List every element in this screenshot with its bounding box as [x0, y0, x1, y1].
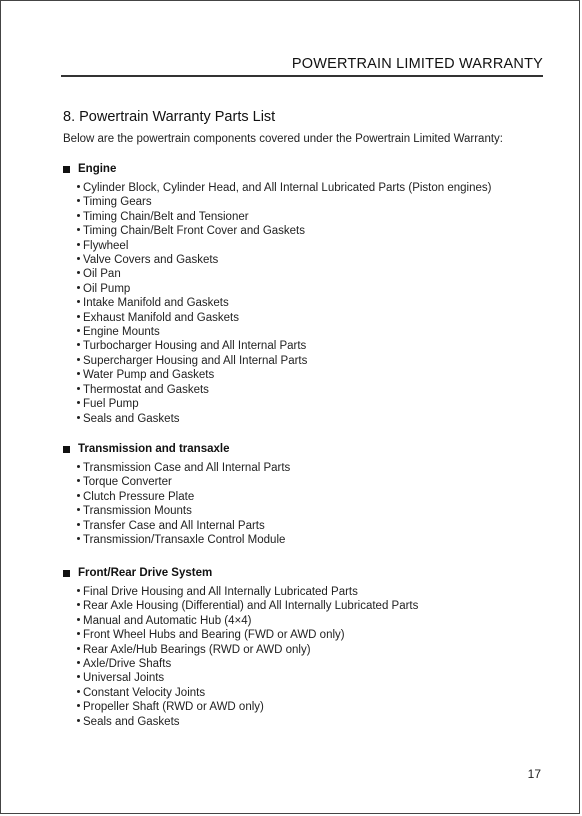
group-transmission — [63, 441, 290, 547]
square-bullet-icon — [63, 570, 70, 577]
bullet-icon — [77, 465, 80, 468]
bullet-icon — [77, 704, 80, 707]
bullet-icon — [77, 719, 80, 722]
section-intro: Below are the powertrain components covered under the Powertrain Limited Warranty: — [63, 133, 503, 145]
list-item: Water Pump and Gaskets — [77, 368, 491, 382]
item-list — [77, 585, 418, 729]
bullet-icon — [77, 329, 80, 332]
list-item: Intake Manifold and Gaskets — [77, 296, 491, 310]
list-item: Universal Joints — [77, 671, 418, 685]
square-bullet-icon — [63, 166, 70, 173]
bullet-icon — [77, 537, 80, 540]
bullet-icon — [77, 228, 80, 231]
list-item: Torque Converter — [77, 475, 290, 489]
list-item: Seals and Gaskets — [77, 412, 491, 426]
list-item: Final Drive Housing and All Internally Lubricated Parts — [77, 585, 418, 599]
group-heading-label: Engine — [78, 163, 117, 175]
bullet-icon — [77, 479, 80, 482]
list-item: Transmission Mounts — [77, 504, 290, 518]
list-item: Engine Mounts — [77, 325, 491, 339]
bullet-icon — [77, 271, 80, 274]
list-item: Flywheel — [77, 239, 491, 253]
bullet-icon — [77, 243, 80, 246]
bullet-icon — [77, 690, 80, 693]
list-item: Front Wheel Hubs and Bearing (FWD or AWD only) — [77, 628, 418, 642]
page-number: 17 — [527, 767, 541, 781]
bullet-icon — [77, 401, 80, 404]
list-item: Rear Axle/Hub Bearings (RWD or AWD only) — [77, 643, 418, 657]
list-item: Supercharger Housing and All Internal Parts — [77, 354, 491, 368]
header-rule — [61, 75, 543, 77]
bullet-icon — [77, 523, 80, 526]
bullet-icon — [77, 387, 80, 390]
list-item: Timing Chain/Belt Front Cover and Gaskets — [77, 224, 491, 238]
list-item: Exhaust Manifold and Gaskets — [77, 311, 491, 325]
bullet-icon — [77, 661, 80, 664]
bullet-icon — [77, 343, 80, 346]
list-item: Oil Pan — [77, 267, 491, 281]
bullet-icon — [77, 675, 80, 678]
list-item: Transmission/Transaxle Control Module — [77, 533, 290, 547]
group-heading — [63, 441, 290, 457]
item-list — [77, 461, 290, 547]
bullet-icon — [77, 632, 80, 635]
list-item: Seals and Gaskets — [77, 715, 418, 729]
list-item: Cylinder Block, Cylinder Head, and All Internal Lubricated Parts (Piston engines) — [77, 181, 491, 195]
list-item: Oil Pump — [77, 282, 491, 296]
list-item: Constant Velocity Joints — [77, 686, 418, 700]
group-drive-system — [63, 565, 418, 729]
bullet-icon — [77, 257, 80, 260]
list-item: Timing Gears — [77, 195, 491, 209]
bullet-icon — [77, 286, 80, 289]
bullet-icon — [77, 214, 80, 217]
bullet-icon — [77, 199, 80, 202]
group-heading — [63, 161, 491, 177]
bullet-icon — [77, 618, 80, 621]
bullet-icon — [77, 315, 80, 318]
group-heading-label: Front/Rear Drive System — [78, 567, 213, 579]
list-item: Valve Covers and Gaskets — [77, 253, 491, 267]
list-item: Timing Chain/Belt and Tensioner — [77, 210, 491, 224]
list-item: Rear Axle Housing (Differential) and All Internally Lubricated Parts — [77, 599, 418, 613]
item-list — [77, 181, 491, 426]
list-item: Propeller Shaft (RWD or AWD only) — [77, 700, 418, 714]
group-heading-label: Transmission and transaxle — [78, 443, 230, 455]
list-item: Turbocharger Housing and All Internal Parts — [77, 339, 491, 353]
group-engine — [63, 161, 491, 426]
bullet-icon — [77, 300, 80, 303]
group-heading — [63, 565, 418, 581]
list-item: Transfer Case and All Internal Parts — [77, 519, 290, 533]
bullet-icon — [77, 372, 80, 375]
list-item: Manual and Automatic Hub (4×4) — [77, 614, 418, 628]
list-item: Clutch Pressure Plate — [77, 490, 290, 504]
list-item: Transmission Case and All Internal Parts — [77, 461, 290, 475]
bullet-icon — [77, 508, 80, 511]
list-item: Axle/Drive Shafts — [77, 657, 418, 671]
bullet-icon — [77, 358, 80, 361]
list-item: Thermostat and Gaskets — [77, 383, 491, 397]
bullet-icon — [77, 589, 80, 592]
section-title: 8. Powertrain Warranty Parts List — [63, 109, 276, 125]
bullet-icon — [77, 416, 80, 419]
bullet-icon — [77, 185, 80, 188]
list-item: Fuel Pump — [77, 397, 491, 411]
header-title: POWERTRAIN LIMITED WARRANTY — [291, 56, 543, 72]
bullet-icon — [77, 647, 80, 650]
bullet-icon — [77, 494, 80, 497]
bullet-icon — [77, 603, 80, 606]
square-bullet-icon — [63, 446, 70, 453]
